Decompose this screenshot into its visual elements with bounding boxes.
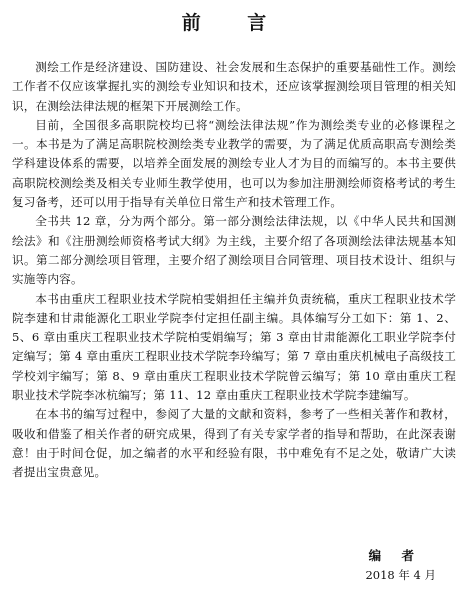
paragraph-acknowledgement: 在本书的编写过程中，参阅了大量的文献和资料，参考了一些相关著作和教材，吸收和借鉴了相关作者的研究成果，得到了有关专家学者的指导和帮助，在此深表谢意！由于时间仓促，加之编者的水平和经验有限，书中难免有不足之处，敬请广大读者提出宝贵意见。 [12, 407, 456, 480]
date-label: 2018 年 4 月 [365, 568, 436, 582]
author-label: 编 者 [368, 548, 422, 563]
paragraph-structure: 全书共 12 章，分为两个部分。第一部分测绘法律法规，以《中华人民共和国测绘法》和《注册测绘师资格考试大纲》为主线，主要介绍了各项测绘法律法规基本知识。第二部分测绘项目管理，主要介绍了测绘项目合同管理、项目技术设计、组织与实施等内容。 [12, 214, 456, 287]
paragraph-purpose: 目前，全国很多高职院校均已将“测绘法律法规”作为测绘类专业的必修课程之一。本书是为了满足高职院校测绘类专业教学的需要，为了满足优质高职高专测绘类学科建设体系的需要，以培养全面发展的测绘专业人才为目的而编写的。本书主要供高职院校测绘类及相关专业师生教学使用，也可以为参加注册测绘师资格考试的考生复习备考，还可以用于指导有关单位日常生产和技术管理工作。 [12, 117, 456, 210]
preface-body [12, 58, 456, 483]
paragraph-authors: 本书由重庆工程职业技术学院柏雯娟担任主编并负责统稿，重庆工程职业技术学院李建和甘肃能源化工职业学院李付定担任副主编。具体编写分工如下：第 1、2、5、6 章由重庆工程职业技术学院柏雯娟编写；第 3 章由甘肃能源化工职业学院李付定编写；第 4 章由重庆工程职业技术学院李玲编写；第 7 章由重庆机械电子高级技工学校刘宇编写；第 8、9 章由重庆工程职业技术学院曾云编写；第 10 章由重庆工程职业技术学院李冰杭编写；第 11、12 章由重庆工程职业技术学院李建编写。 [12, 291, 456, 403]
paragraph-intro: 测绘工作是经济建设、国防建设、社会发展和生态保护的重要基础性工作。测绘工作者不仅应该掌握扎实的测绘专业知识和技术，还应该掌握测绘项目管理的相关知识，在测绘法律法规的框架下开展测绘工作。 [12, 60, 456, 113]
page-title: 前 言 [181, 12, 287, 34]
signature-block [365, 546, 436, 584]
